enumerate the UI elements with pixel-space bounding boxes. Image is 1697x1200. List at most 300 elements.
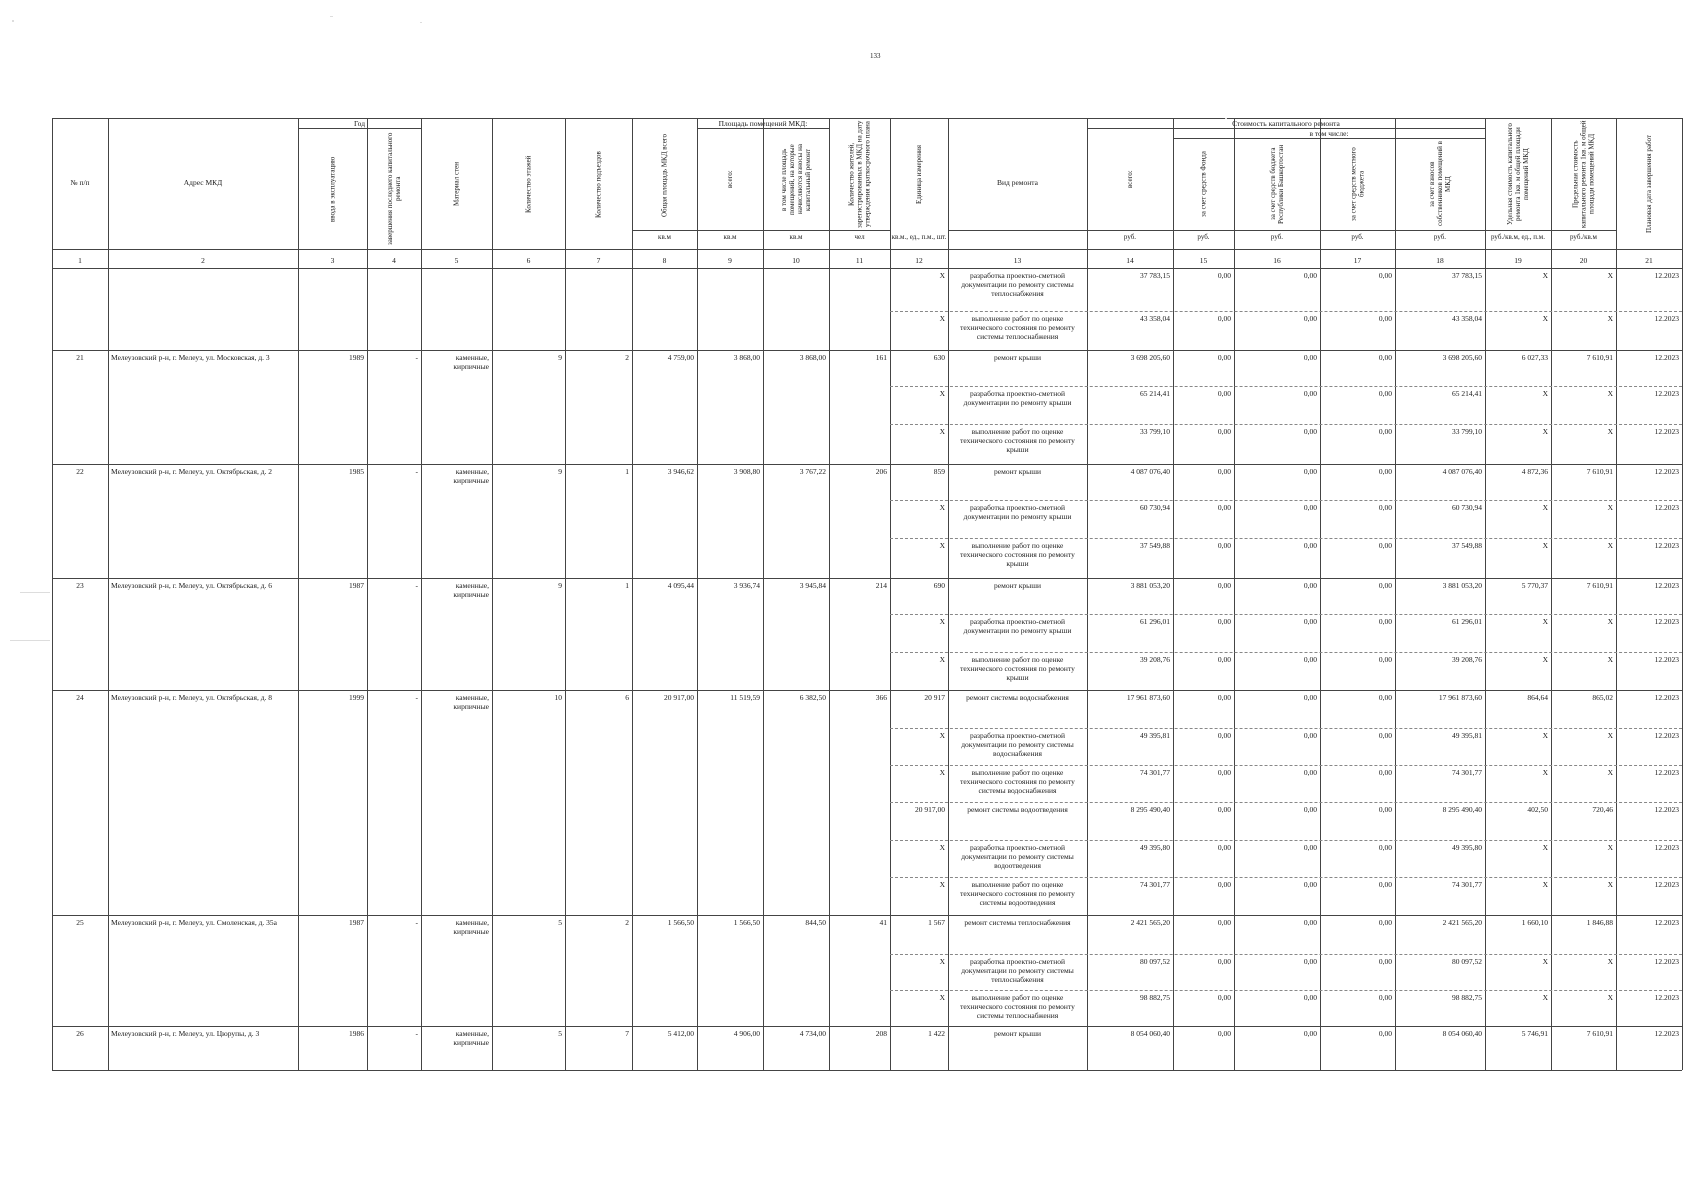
cell-ta: 1 566,50	[667, 918, 694, 927]
cell-fund: 0,00	[1217, 353, 1231, 362]
cell-lc: X	[1607, 617, 1613, 626]
cell-type: ремонт системы теплоснабжения	[964, 918, 1071, 927]
cell-own: 37 549,88	[1452, 541, 1482, 550]
cell-res: 214	[875, 581, 887, 590]
cell-dt: 12.2023	[1654, 957, 1679, 966]
column-number: 10	[792, 256, 800, 265]
row-border	[890, 538, 1682, 539]
column-number: 6	[526, 256, 531, 265]
header-fund: за счет средств Фонда	[1199, 151, 1208, 217]
cell-en: 6	[625, 693, 629, 702]
column-number: 19	[1514, 256, 1522, 265]
cell-loc: 0,00	[1378, 503, 1392, 512]
cell-own: 39 208,76	[1452, 655, 1482, 664]
row-border	[890, 614, 1682, 615]
cell-fund: 0,00	[1217, 768, 1231, 777]
cell-uc: X	[1542, 427, 1548, 436]
cell-addr: Мелеузовский р-н, г. Мелеуз, ул. Смоленская, д. 35а	[111, 918, 277, 927]
cell-n: 24	[76, 693, 84, 702]
unit-label: кв.м., ед., п.м., шт.	[891, 233, 947, 241]
header-year-commission: ввода в эксплуатацию	[328, 156, 337, 222]
cell-uc: 5 770,37	[1521, 581, 1548, 590]
row-border	[52, 578, 1682, 579]
cell-y2: -	[415, 918, 418, 927]
cell-rb: 0,00	[1303, 957, 1317, 966]
cell-fund: 0,00	[1217, 993, 1231, 1002]
cell-uc: X	[1542, 314, 1548, 323]
cell-total: 61 296,01	[1140, 617, 1170, 626]
cell-unit: X	[939, 427, 945, 436]
cell-unit: X	[939, 541, 945, 550]
cell-mat: каменные, кирпичные	[453, 1029, 489, 1047]
cell-uc: X	[1542, 880, 1548, 889]
unit-label: кв.м	[789, 233, 803, 241]
header-unit-cost: Удельная стоимость капитального ремонта 1кв. м общей площади помещений МКД	[1506, 123, 1530, 225]
cell-dt: 12.2023	[1654, 768, 1679, 777]
cell-total: 3 881 053,20	[1130, 581, 1170, 590]
cell-own: 33 799,10	[1452, 427, 1482, 436]
cell-loc: 0,00	[1378, 427, 1392, 436]
cell-own: 60 730,94	[1452, 503, 1482, 512]
cell-fl: 10	[554, 693, 562, 702]
cell-lc: X	[1607, 957, 1613, 966]
cell-dt: 12.2023	[1654, 271, 1679, 280]
cell-rb: 0,00	[1303, 918, 1317, 927]
header-area-group: Площадь помещений МКД:	[718, 119, 808, 128]
cell-total: 74 301,77	[1140, 880, 1170, 889]
cell-loc: 0,00	[1378, 655, 1392, 664]
cell-lc: X	[1607, 271, 1613, 280]
cell-dt: 12.2023	[1654, 993, 1679, 1002]
column-number: 7	[596, 256, 601, 265]
cell-loc: 0,00	[1378, 541, 1392, 550]
cell-addr: Мелеузовский р-н, г. Мелеуз, ул. Октябрьская, д. 2	[111, 467, 273, 476]
cell-unit: X	[939, 503, 945, 512]
cell-uc: X	[1542, 541, 1548, 550]
cell-n: 23	[76, 581, 84, 590]
header-residents: Количество жителей, зарегистрированных в МКД на дату утверждения краткосрочного плана	[847, 120, 872, 228]
cell-fund: 0,00	[1217, 617, 1231, 626]
cell-loc: 0,00	[1378, 768, 1392, 777]
cell-n: 22	[76, 467, 84, 476]
row-border	[890, 990, 1682, 991]
row-border	[890, 652, 1682, 653]
unit-label: руб.	[1197, 233, 1210, 241]
unit-label: чел	[854, 233, 865, 241]
cell-unit: X	[939, 993, 945, 1002]
cell-unit: 859	[933, 467, 945, 476]
cell-loc: 0,00	[1378, 1029, 1392, 1038]
column-number: 14	[1126, 256, 1134, 265]
unit-label: руб.	[1270, 233, 1284, 241]
header-repair-type: Вид ремонта	[997, 178, 1038, 187]
cell-uc: X	[1542, 768, 1548, 777]
cell-dt: 12.2023	[1654, 1029, 1679, 1038]
cell-fund: 0,00	[1217, 389, 1231, 398]
scan-mark	[12, 20, 14, 22]
cell-type: выполнение работ по оценке технического состояния по ремонту системы теплоснабжения	[960, 314, 1075, 341]
column-border	[1682, 118, 1683, 1070]
cell-own: 61 296,01	[1452, 617, 1482, 626]
cell-lc: X	[1607, 880, 1613, 889]
cell-fund: 0,00	[1217, 314, 1231, 323]
cell-type: ремонт системы водоснабжения	[966, 693, 1069, 702]
cell-total: 8 054 060,40	[1130, 1029, 1170, 1038]
cell-total: 80 097,52	[1140, 957, 1170, 966]
cell-a1: 11 519,59	[730, 693, 760, 702]
cell-en: 2	[625, 918, 629, 927]
cell-lc: 865,02	[1592, 693, 1613, 702]
cell-uc: 402,50	[1527, 805, 1548, 814]
column-number: 12	[915, 256, 923, 265]
cell-type: выполнение работ по оценке технического состояния по ремонту системы водоснабжения	[960, 768, 1075, 795]
cell-fund: 0,00	[1217, 467, 1231, 476]
cell-dt: 12.2023	[1654, 541, 1679, 550]
cell-type: ремонт крыши	[994, 353, 1041, 362]
cell-uc: 5 746,91	[1521, 1029, 1548, 1038]
cell-type: разработка проектно-сметной документации по ремонту крыши	[963, 617, 1072, 635]
row-border	[890, 311, 1682, 312]
cell-rb: 0,00	[1303, 843, 1317, 852]
row-border	[890, 728, 1682, 729]
cell-fl: 9	[558, 467, 562, 476]
cell-a1: 3 936,74	[733, 581, 760, 590]
cell-unit: X	[939, 617, 945, 626]
cell-rb: 0,00	[1303, 617, 1317, 626]
row-border	[52, 350, 1682, 351]
cell-type: разработка проектно-сметной документации по ремонту системы водоснабжения	[961, 731, 1074, 758]
cell-own: 49 395,81	[1452, 731, 1482, 740]
cell-y1: 1985	[349, 467, 364, 476]
cell-y1: 1989	[349, 353, 364, 362]
cell-fund: 0,00	[1217, 503, 1231, 512]
row-border	[52, 690, 1682, 691]
row-border	[52, 249, 1682, 250]
cell-own: 2 421 565,20	[1442, 918, 1482, 927]
cell-loc: 0,00	[1378, 467, 1392, 476]
cell-total: 65 214,41	[1140, 389, 1170, 398]
header-cost-total: всего:	[1126, 170, 1134, 189]
cell-uc: X	[1542, 503, 1548, 512]
cell-mat: каменные, кирпичные	[453, 353, 489, 371]
cell-unit: X	[939, 314, 945, 323]
column-number: 16	[1273, 256, 1281, 265]
cell-en: 7	[625, 1029, 629, 1038]
cell-loc: 0,00	[1378, 805, 1392, 814]
header-total-area: Общая площадь МКД всего	[660, 133, 669, 217]
header-wall-material: Материал стен	[452, 162, 461, 207]
cell-res: 206	[875, 467, 887, 476]
cell-loc: 0,00	[1378, 271, 1392, 280]
cell-loc: 0,00	[1378, 957, 1392, 966]
cell-uc: 1 660,10	[1521, 918, 1548, 927]
cell-type: выполнение работ по оценке технического состояния по ремонту крыши	[960, 541, 1075, 568]
cell-ta: 20 917,00	[664, 693, 694, 702]
cell-dt: 12.2023	[1654, 617, 1679, 626]
cell-lc: X	[1607, 731, 1613, 740]
cell-own: 74 301,77	[1452, 880, 1482, 889]
cell-dt: 12.2023	[1654, 655, 1679, 664]
cell-rb: 0,00	[1303, 693, 1317, 702]
cell-own: 3 881 053,20	[1442, 581, 1482, 590]
cell-dt: 12.2023	[1654, 731, 1679, 740]
cell-res: 41	[879, 918, 887, 927]
cell-rb: 0,00	[1303, 427, 1317, 436]
row-border	[890, 954, 1682, 955]
cell-type: ремонт крыши	[994, 1029, 1041, 1038]
cell-rb: 0,00	[1303, 353, 1317, 362]
cell-mat: каменные, кирпичные	[453, 918, 489, 936]
cell-fund: 0,00	[1217, 271, 1231, 280]
cell-addr: Мелеузовский р-н, г. Мелеуз, ул. Цюрупы, д. 3	[111, 1029, 260, 1038]
header-limit-cost: Предельная стоимость капитального ремонта 1кв. м общей площади помещений МКД	[1571, 120, 1596, 228]
header-budget-local: за счет средств местного бюджета	[1349, 147, 1366, 221]
cell-addr: Мелеузовский р-н, г. Мелеуз, ул. Московская, д. 3	[111, 353, 270, 362]
cell-uc: 4 872,36	[1521, 467, 1548, 476]
cell-mat: каменные, кирпичные	[453, 581, 489, 599]
cell-fl: 9	[558, 581, 562, 590]
unit-label: руб.	[1123, 233, 1137, 241]
cell-type: ремонт крыши	[994, 467, 1041, 476]
header-cost-group: Стоимость капитального ремонта	[1232, 119, 1340, 128]
cell-type: разработка проектно-сметной документации по ремонту крыши	[963, 503, 1072, 521]
cell-lc: X	[1607, 843, 1613, 852]
cell-lc: X	[1607, 427, 1613, 436]
column-number: 17	[1353, 256, 1362, 265]
cell-fund: 0,00	[1217, 693, 1231, 702]
cell-lc: 7 610,91	[1586, 353, 1613, 362]
cell-dt: 12.2023	[1654, 353, 1679, 362]
column-number: 20	[1579, 256, 1588, 265]
cell-loc: 0,00	[1378, 693, 1392, 702]
cell-unit: X	[939, 768, 945, 777]
cell-total: 49 395,81	[1140, 731, 1170, 740]
cell-total: 33 799,10	[1140, 427, 1170, 436]
cell-lc: 7 610,91	[1586, 1029, 1613, 1038]
cell-total: 98 882,75	[1140, 993, 1170, 1002]
cell-ta: 3 946,62	[667, 467, 694, 476]
cell-res: 366	[875, 693, 887, 702]
cell-rb: 0,00	[1303, 389, 1317, 398]
cell-lc: 7 610,91	[1586, 467, 1613, 476]
cell-total: 8 295 490,40	[1130, 805, 1170, 814]
cell-y1: 1999	[349, 693, 364, 702]
cell-total: 49 395,80	[1140, 843, 1170, 852]
cell-n: 25	[76, 918, 84, 927]
scan-mark	[330, 16, 333, 17]
cell-type: ремонт крыши	[994, 581, 1041, 590]
cell-uc: X	[1542, 389, 1548, 398]
cell-dt: 12.2023	[1654, 314, 1679, 323]
column-number: 21	[1645, 256, 1653, 265]
cell-lc: X	[1607, 503, 1613, 512]
cell-rb: 0,00	[1303, 731, 1317, 740]
cell-addr: Мелеузовский р-н, г. Мелеуз, ул. Октябрьская, д. 6	[111, 581, 273, 590]
row-border	[52, 464, 1682, 465]
row-border	[890, 877, 1682, 878]
cell-y1: 1986	[349, 1029, 364, 1038]
cell-total: 39 208,76	[1140, 655, 1170, 664]
cell-own: 8 295 490,40	[1442, 805, 1482, 814]
cell-fl: 5	[558, 918, 562, 927]
cell-total: 60 730,94	[1140, 503, 1170, 512]
cell-fund: 0,00	[1217, 1029, 1231, 1038]
header-incl: в том числе:	[1309, 129, 1349, 138]
cell-fund: 0,00	[1217, 541, 1231, 550]
cell-uc: 6 027,33	[1521, 353, 1548, 362]
cell-unit: X	[939, 655, 945, 664]
cell-type: выполнение работ по оценке технического состояния по ремонту крыши	[960, 427, 1075, 454]
cell-rb: 0,00	[1303, 1029, 1317, 1038]
unit-label: кв.м	[658, 233, 671, 241]
cell-total: 37 549,88	[1140, 541, 1170, 550]
header-deadline: Плановая дата завершения работ	[1645, 134, 1653, 233]
cell-dt: 12.2023	[1654, 467, 1679, 476]
unit-label: руб.	[1351, 233, 1364, 241]
header-area-total: всего:	[726, 170, 734, 189]
cell-own: 37 783,15	[1452, 271, 1482, 280]
cell-own: 17 961 873,60	[1438, 693, 1482, 702]
column-number: 5	[454, 256, 459, 265]
column-number: 9	[728, 256, 732, 265]
cell-uc: X	[1542, 843, 1548, 852]
cell-y2: -	[415, 693, 418, 702]
column-number: 3	[330, 256, 335, 265]
unit-label: руб.	[1433, 233, 1447, 241]
row-border	[890, 802, 1682, 803]
cell-unit: 20 917,00	[915, 805, 945, 814]
cell-rb: 0,00	[1303, 993, 1317, 1002]
cell-lc: 7 610,91	[1586, 581, 1613, 590]
cell-type: выполнение работ по оценке технического состояния по ремонту системы теплоснабжения	[960, 993, 1075, 1020]
cell-a2: 4 734,00	[799, 1029, 826, 1038]
cell-lc: X	[1607, 655, 1613, 664]
cell-loc: 0,00	[1378, 389, 1392, 398]
row-border	[52, 1070, 1682, 1071]
cell-uc: X	[1542, 617, 1548, 626]
cell-a1: 3 868,00	[733, 353, 760, 362]
row-border	[890, 424, 1682, 425]
cell-dt: 12.2023	[1654, 918, 1679, 927]
page-number: 133	[870, 52, 881, 60]
row-border	[52, 1026, 1682, 1027]
row-border	[298, 128, 421, 129]
cell-fund: 0,00	[1217, 655, 1231, 664]
cell-uc: 864,64	[1527, 693, 1548, 702]
cell-loc: 0,00	[1378, 617, 1392, 626]
scan-mark	[10, 640, 50, 641]
cell-a2: 3 868,00	[799, 353, 826, 362]
cell-lc: X	[1607, 993, 1613, 1002]
cell-y2: -	[415, 353, 418, 362]
header-owners: за счет взносов собственников помещений в МКД	[1428, 141, 1452, 227]
header-unit: Единица измерения	[915, 145, 923, 205]
cell-dt: 12.2023	[1654, 427, 1679, 436]
scan-mark	[420, 22, 422, 23]
cell-rb: 0,00	[1303, 581, 1317, 590]
cell-type: разработка проектно-сметной документации по ремонту системы водоотведения	[961, 843, 1074, 870]
cell-rb: 0,00	[1303, 314, 1317, 323]
cell-rb: 0,00	[1303, 467, 1317, 476]
cell-y1: 1987	[349, 581, 364, 590]
unit-label: руб./кв.м	[1570, 233, 1597, 241]
cell-res: 161	[875, 353, 887, 362]
unit-label: кв.м	[723, 233, 737, 241]
cell-unit: 690	[933, 581, 945, 590]
cell-a1: 4 906,00	[733, 1029, 760, 1038]
cell-loc: 0,00	[1378, 993, 1392, 1002]
cell-own: 49 395,80	[1452, 843, 1482, 852]
column-number: 2	[201, 256, 205, 265]
cell-dt: 12.2023	[1654, 880, 1679, 889]
cell-loc: 0,00	[1378, 880, 1392, 889]
column-number: 1	[78, 256, 82, 265]
cell-uc: X	[1542, 731, 1548, 740]
cell-addr: Мелеузовский р-н, г. Мелеуз, ул. Октябрьская, д. 8	[111, 693, 273, 702]
cell-unit: X	[939, 271, 945, 280]
cell-y2: -	[415, 1029, 418, 1038]
cell-lc: X	[1607, 768, 1613, 777]
cell-en: 1	[625, 581, 629, 590]
cell-unit: X	[939, 843, 945, 852]
cell-n: 21	[76, 353, 84, 362]
header-floors: Количество этажей	[524, 155, 533, 214]
cell-unit: X	[939, 731, 945, 740]
row-border	[890, 765, 1682, 766]
cell-rb: 0,00	[1303, 655, 1317, 664]
cell-rb: 0,00	[1303, 768, 1317, 777]
cell-total: 74 301,77	[1140, 768, 1170, 777]
cell-ta: 4 759,00	[667, 353, 694, 362]
cell-type: разработка проектно-сметной документации по ремонту крыши	[963, 389, 1072, 407]
cell-fund: 0,00	[1217, 918, 1231, 927]
cell-type: разработка проектно-сметной документации по ремонту системы теплоснабжения	[961, 271, 1074, 298]
row-border	[890, 500, 1682, 501]
header-address: Адрес МКД	[183, 178, 223, 187]
row-border	[890, 840, 1682, 841]
cell-type: разработка проектно-сметной документации по ремонту системы теплоснабжения	[961, 957, 1074, 984]
cell-y1: 1987	[349, 918, 364, 927]
cell-unit: X	[939, 389, 945, 398]
row-border	[52, 915, 1682, 916]
cell-own: 74 301,77	[1452, 768, 1482, 777]
cell-unit: X	[939, 957, 945, 966]
cell-fund: 0,00	[1217, 957, 1231, 966]
cell-uc: X	[1542, 993, 1548, 1002]
cell-rb: 0,00	[1303, 503, 1317, 512]
header-budget-rb: за счет средств бюджета Республики Башкортостан	[1269, 144, 1285, 224]
row-border	[697, 128, 829, 129]
cell-own: 8 054 060,40	[1442, 1029, 1482, 1038]
cell-dt: 12.2023	[1654, 503, 1679, 512]
header-entrances: Количество подъездов	[594, 151, 603, 218]
cell-en: 1	[625, 467, 629, 476]
cell-fund: 0,00	[1217, 880, 1231, 889]
cell-total: 4 087 076,40	[1130, 467, 1170, 476]
cell-rb: 0,00	[1303, 880, 1317, 889]
cell-lc: 720,46	[1592, 805, 1613, 814]
cell-fund: 0,00	[1217, 581, 1231, 590]
cell-fund: 0,00	[1217, 843, 1231, 852]
cell-own: 80 097,52	[1452, 957, 1482, 966]
cell-own: 65 214,41	[1452, 389, 1482, 398]
cell-mat: каменные, кирпичные	[453, 467, 489, 485]
cell-fund: 0,00	[1217, 427, 1231, 436]
cell-fl: 9	[558, 353, 562, 362]
cell-lc: X	[1607, 389, 1613, 398]
cell-total: 37 783,15	[1140, 271, 1170, 280]
cell-res: 208	[875, 1029, 887, 1038]
